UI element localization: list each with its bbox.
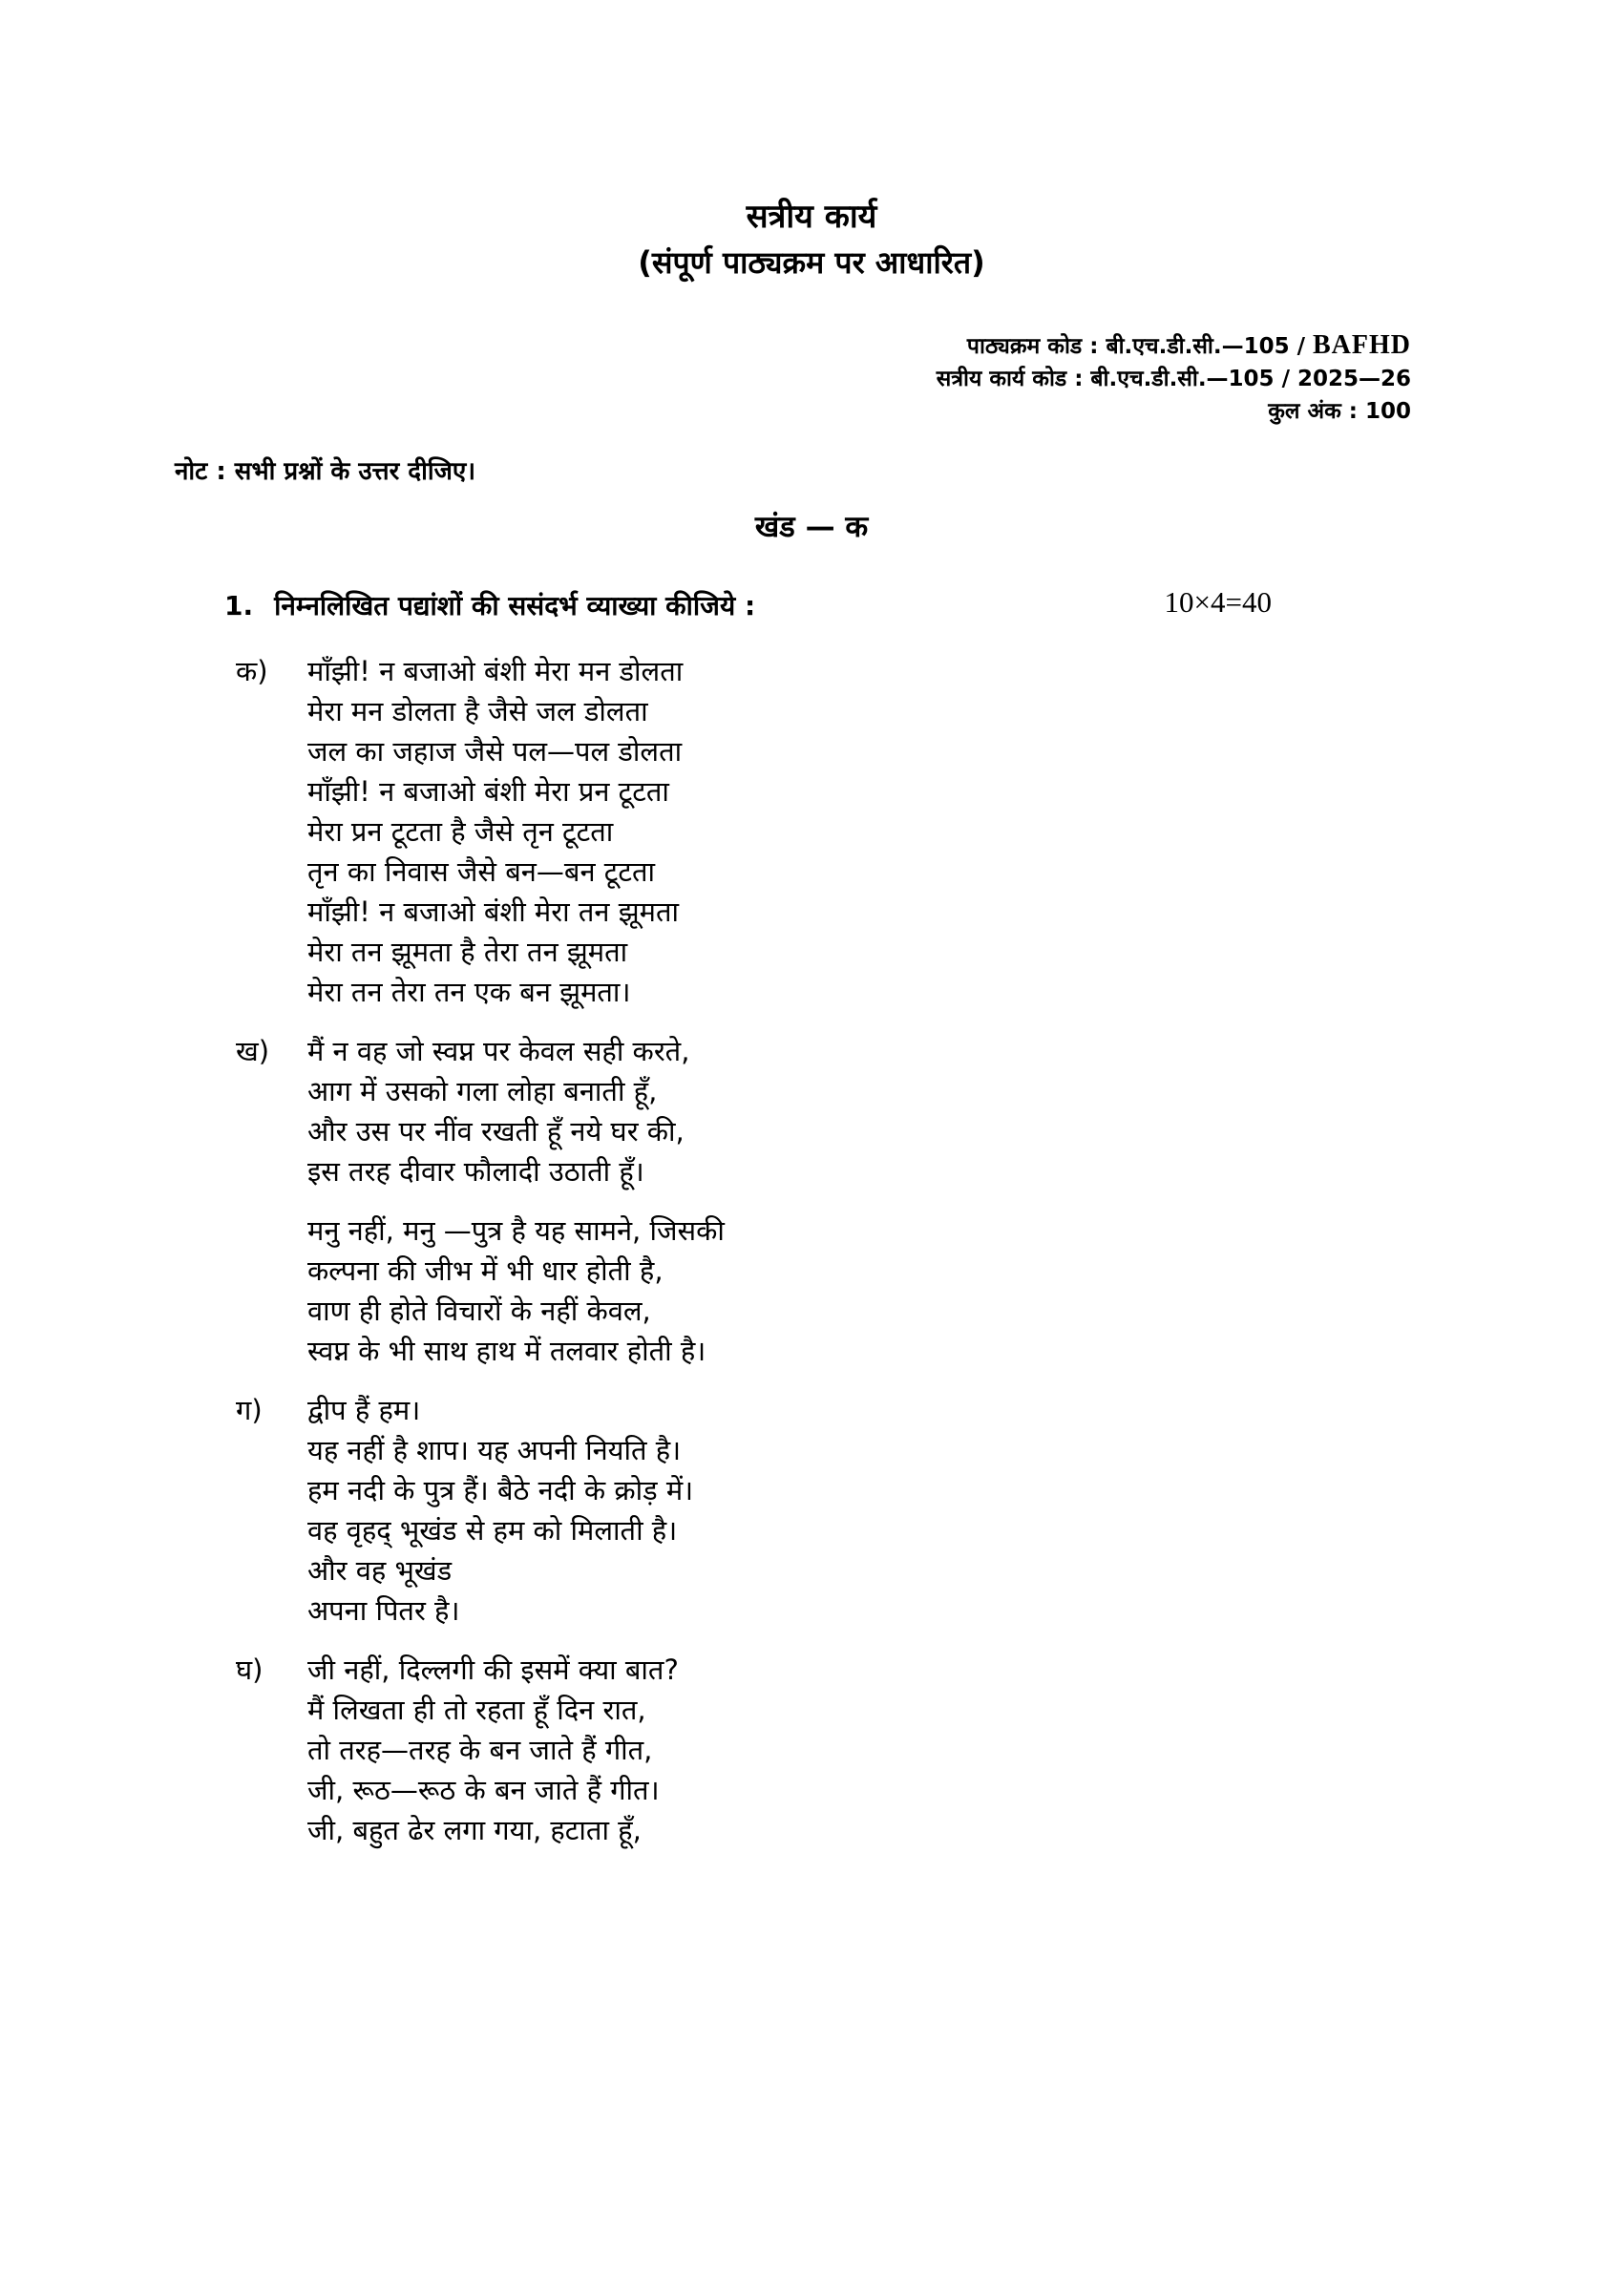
poem-line: आग में उसको गला लोहा बनाती हूँ,: [307, 1075, 658, 1107]
poem-line: कल्पना की जीभ में भी धार होती है,: [307, 1254, 664, 1287]
poem-line: और उस पर नींव रखती हूँ नये घर की,: [307, 1115, 685, 1148]
poem-line: हम नदी के पुत्र हैं। बैठे नदी के क्रोड़ में।: [307, 1474, 694, 1506]
poem-line: जी, बहुत ढेर लगा गया, हटाता हूँ,: [307, 1814, 642, 1846]
poem-line: मेरा तन झूमता है तेरा तन झूमता: [307, 936, 628, 968]
page-title: सत्रीय कार्य: [746, 198, 877, 236]
page-subtitle: (संपूर्ण पाठ्यक्रम पर आधारित): [638, 244, 985, 281]
total-marks-line: कुल अंक : 100: [1268, 399, 1411, 424]
stanza-label: ग): [236, 1394, 263, 1426]
poem-line: स्वप्न के भी साथ हाथ में तलवार होती है।: [307, 1335, 706, 1367]
stanza-label: क): [236, 655, 268, 687]
poem-line: तृन का निवास जैसे बन—बन टूटता: [307, 855, 656, 888]
course-code-line: [0, 329, 1411, 363]
poem-line: द्वीप हैं हम।: [307, 1394, 421, 1426]
poem-line: अपना पितर है।: [307, 1594, 460, 1627]
stanza-label: घ): [236, 1654, 263, 1686]
poem-line: वह वृहद् भूखंड से हम को मिलाती है।: [307, 1514, 678, 1547]
poem-line: मेरा तन तेरा तन एक बन झूमता।: [307, 976, 631, 1008]
stanza-gha: [0, 1650, 1623, 1850]
poem-line: और वह भूखंड: [307, 1554, 453, 1587]
poem-line: इस तरह दीवार फौलादी उठाती हूँ।: [307, 1155, 644, 1188]
course-code-text: पाठ्यक्रम कोड : बी.एच.डी.सी.—105 /: [966, 334, 1313, 359]
question-1: [0, 586, 1623, 626]
stanza-ga: [0, 1390, 1623, 1631]
stanza-lines: [307, 1211, 725, 1371]
poem-line: मैं न वह जो स्वप्न पर केवल सही करते,: [307, 1035, 690, 1067]
stanza-ka: [0, 651, 1623, 1012]
question-number: 1.: [224, 590, 254, 621]
assignment-code-line: सत्रीय कार्य कोड : बी.एच.डी.सी.—105 / 2025—26: [936, 367, 1411, 391]
course-code-block: [0, 329, 1623, 428]
program-code: BAFHD: [1313, 330, 1411, 360]
question-text: निम्नलिखित पद्यांशों की ससंदर्भ व्याख्या कीजिये :: [274, 590, 756, 621]
poem-line: मेरा प्रन टूटता है जैसे तृन टूटता: [307, 815, 614, 848]
assignment-page: [0, 196, 1623, 2296]
question-marks: 10×4=40: [1164, 585, 1272, 619]
stanza-kha: [0, 1031, 1623, 1191]
stanza-list: [0, 651, 1623, 1850]
poem-line: माँझी! न बजाओ बंशी मेरा तन झूमता: [307, 895, 680, 928]
poem-line: वाण ही होते विचारों के नहीं केवल,: [307, 1295, 651, 1327]
poem-line: मेरा मन डोलता है जैसे जल डोलता: [307, 695, 648, 727]
poem-line: माँझी! न बजाओ बंशी मेरा प्रन टूटता: [307, 775, 669, 808]
poem-line: जी, रूठ—रूठ के बन जाते हैं गीत।: [307, 1774, 660, 1806]
stanza-lines: [307, 1031, 689, 1191]
section-heading: खंड — क: [754, 510, 869, 544]
poem-line: तो तरह—तरह के बन जाते हैं गीत,: [307, 1734, 653, 1766]
poem-line: मैं लिखता ही तो रहता हूँ दिन रात,: [307, 1694, 646, 1726]
stanza-lines: [307, 651, 683, 1012]
poem-line: माँझी! न बजाओ बंशी मेरा मन डोलता: [307, 655, 684, 687]
poem-line: जी नहीं, दिल्लगी की इसमें क्या बात?: [307, 1654, 679, 1686]
poem-line: यह नहीं है शाप। यह अपनी नियति है।: [307, 1434, 682, 1466]
stanza-lines: [307, 1390, 693, 1631]
poem-line: जल का जहाज जैसे पल—पल डोलता: [307, 735, 683, 768]
stanza-lines: [307, 1650, 679, 1850]
poem-line: मनु नहीं, मनु —पुत्र है यह सामने, जिसकी: [307, 1214, 725, 1247]
stanza-label: ख): [236, 1035, 270, 1067]
instruction-note: नोट : सभी प्रश्नों के उत्तर दीजिए।: [175, 457, 476, 486]
stanza-kha-continued: [0, 1211, 1623, 1371]
